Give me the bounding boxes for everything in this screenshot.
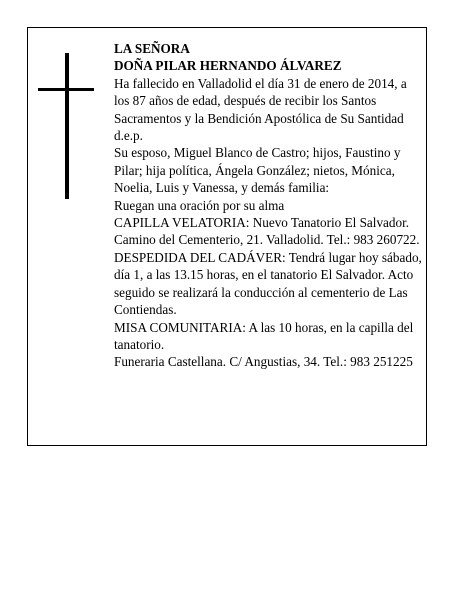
cross-horizontal-bar (38, 88, 94, 91)
obituary-notice (27, 27, 427, 446)
cross-icon (38, 53, 94, 199)
notice-heading: LA SEÑORA (114, 41, 190, 56)
death-announcement: Ha fallecido en Valladolid el día 31 de enero de 2014, a los 87 años de edad, después de recibir los Santos Sacramentos y la Bendición Apostólica de Su Santidad d.e.p. (114, 75, 407, 144)
prayer-request: Ruegan una oración por su alma (114, 197, 285, 213)
cross-vertical-bar (65, 53, 69, 199)
deceased-name: DOÑA PILAR HERNANDO ÁLVAREZ (114, 58, 342, 74)
chapel-info: CAPILLA VELATORIA: Nuevo Tanatorio El Salvador. Camino del Cementerio, 21. Valladolid. Tel.: 983 260722. (114, 215, 420, 248)
mass-info: MISA COMUNITARIA: A las 10 horas, en la capilla del tanatorio. (114, 319, 414, 352)
farewell-info: DESPEDIDA DEL CADÁVER: Tendrá lugar hoy sábado, día 1, a las 13.15 horas, en el tanatorio El Salvador. Acto seguido se realizará la conducción al cementerio de Las Contiendas. (114, 249, 422, 318)
family-list: Su esposo, Miguel Blanco de Castro; hijos, Faustino y Pilar; hija política, Ángela González; nietos, Mónica, Noelia, Luis y Vanessa, y demás familia: (114, 145, 401, 196)
funeral-home-info: Funeraria Castellana. C/ Angustias, 34. Tel.: 983 251225 (114, 354, 413, 370)
notice-text (114, 40, 422, 371)
